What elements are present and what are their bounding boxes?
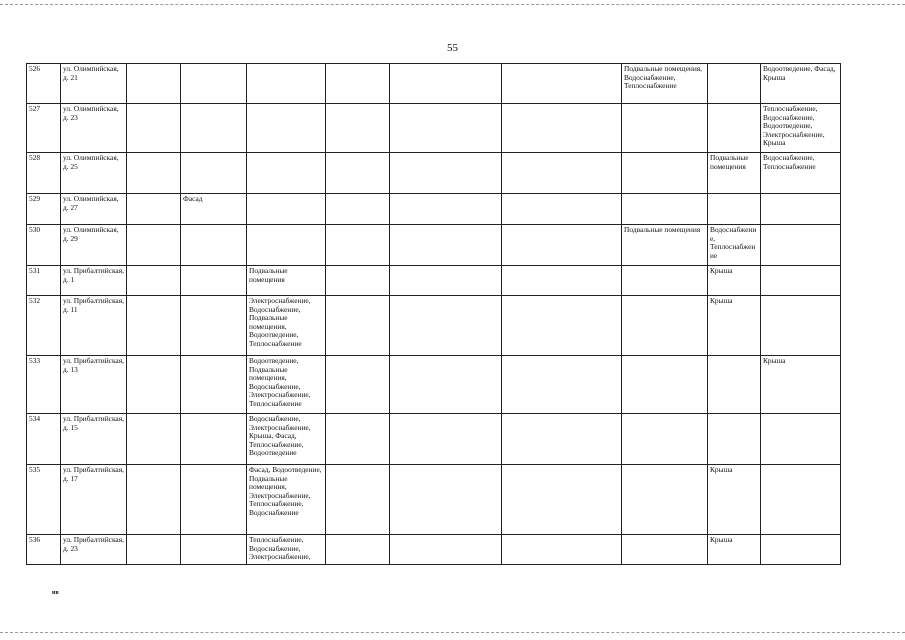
cell-col3 bbox=[247, 194, 326, 225]
cell-col4 bbox=[326, 153, 390, 194]
cell-col8 bbox=[708, 356, 761, 414]
scan-edge-bottom bbox=[0, 632, 905, 633]
row-number: 532 bbox=[27, 296, 61, 356]
cell-col3: Водоснабжение, Электроснабжение, Крыша, Фасад, Теплоснабжение, Водоотведение bbox=[247, 414, 326, 465]
address-cell: ул. Олимпийская, д. 23 bbox=[61, 104, 127, 153]
cell-col1 bbox=[127, 535, 181, 565]
cell-col9 bbox=[761, 296, 841, 356]
address-cell: ул. Прибалтийская, д. 1 bbox=[61, 266, 127, 296]
cell-col4 bbox=[326, 194, 390, 225]
cell-col8: Крыша bbox=[708, 465, 761, 535]
cell-col2 bbox=[181, 356, 247, 414]
cell-col4 bbox=[326, 465, 390, 535]
address-cell: ул. Прибалтийская, д. 15 bbox=[61, 414, 127, 465]
cell-col8 bbox=[708, 414, 761, 465]
scan-edge-top bbox=[0, 4, 905, 5]
page-number: 55 bbox=[447, 42, 458, 54]
cell-col6 bbox=[502, 535, 622, 565]
address-cell: ул. Прибалтийская, д. 23 bbox=[61, 535, 127, 565]
table-row bbox=[27, 266, 841, 296]
cell-col6 bbox=[502, 296, 622, 356]
address-cell: ул. Олимпийская, д. 27 bbox=[61, 194, 127, 225]
cell-col5 bbox=[390, 64, 502, 104]
row-number: 534 bbox=[27, 414, 61, 465]
cell-col2 bbox=[181, 465, 247, 535]
cell-col5 bbox=[390, 414, 502, 465]
cell-col4 bbox=[326, 104, 390, 153]
cell-col3: Теплоснабжение, Водоснабжение, Электроснабжение, bbox=[247, 535, 326, 565]
cell-col2 bbox=[181, 414, 247, 465]
cell-col4 bbox=[326, 225, 390, 266]
cell-col1 bbox=[127, 414, 181, 465]
cell-col9 bbox=[761, 225, 841, 266]
cell-col6 bbox=[502, 194, 622, 225]
cell-col2: Фасад bbox=[181, 194, 247, 225]
cell-col3 bbox=[247, 153, 326, 194]
cell-col1 bbox=[127, 266, 181, 296]
cell-col7 bbox=[622, 104, 708, 153]
cell-col6 bbox=[502, 266, 622, 296]
cell-col4 bbox=[326, 266, 390, 296]
cell-col6 bbox=[502, 225, 622, 266]
cell-col5 bbox=[390, 535, 502, 565]
cell-col8: Крыша bbox=[708, 535, 761, 565]
cell-col6 bbox=[502, 356, 622, 414]
cell-col8: Водоснабжение, Теплоснабжение bbox=[708, 225, 761, 266]
cell-col8 bbox=[708, 194, 761, 225]
cell-col2 bbox=[181, 64, 247, 104]
cell-col9 bbox=[761, 535, 841, 565]
cell-col2 bbox=[181, 296, 247, 356]
table-row bbox=[27, 64, 841, 104]
cell-col5 bbox=[390, 104, 502, 153]
cell-col2 bbox=[181, 153, 247, 194]
cell-col8: Подвальные помещения bbox=[708, 153, 761, 194]
row-number: 533 bbox=[27, 356, 61, 414]
table-row bbox=[27, 225, 841, 266]
row-number: 529 bbox=[27, 194, 61, 225]
row-number: 528 bbox=[27, 153, 61, 194]
cell-col9 bbox=[761, 266, 841, 296]
cell-col8: Крыша bbox=[708, 296, 761, 356]
address-cell: ул. Олимпийская, д. 25 bbox=[61, 153, 127, 194]
address-cell: ул. Олимпийская, д. 29 bbox=[61, 225, 127, 266]
cell-col8 bbox=[708, 64, 761, 104]
row-number: 526 bbox=[27, 64, 61, 104]
table-row bbox=[27, 414, 841, 465]
cell-col1 bbox=[127, 64, 181, 104]
cell-col5 bbox=[390, 225, 502, 266]
cell-col9: Водоснабжение, Теплоснабжение bbox=[761, 153, 841, 194]
table-row bbox=[27, 153, 841, 194]
cell-col4 bbox=[326, 535, 390, 565]
cell-col5 bbox=[390, 465, 502, 535]
cell-col3 bbox=[247, 64, 326, 104]
cell-col6 bbox=[502, 414, 622, 465]
cell-col9 bbox=[761, 465, 841, 535]
address-cell: ул. Прибалтийская, д. 11 bbox=[61, 296, 127, 356]
table-row bbox=[27, 465, 841, 535]
row-number: 531 bbox=[27, 266, 61, 296]
cell-col1 bbox=[127, 465, 181, 535]
row-number: 536 bbox=[27, 535, 61, 565]
cell-col2 bbox=[181, 104, 247, 153]
cell-col3: Фасад, Водоотведение, Подвальные помещения, Электроснабжение, Теплоснабжение, Водоснабжение bbox=[247, 465, 326, 535]
cell-col4 bbox=[326, 64, 390, 104]
cell-col5 bbox=[390, 356, 502, 414]
cell-col3 bbox=[247, 225, 326, 266]
cell-col9: Водоотведение, Фасад, Крыша bbox=[761, 64, 841, 104]
cell-col9: Теплоснабжение, Водоснабжение, Водоотведение, Электроснабжение, Крыша bbox=[761, 104, 841, 153]
cell-col8 bbox=[708, 104, 761, 153]
cell-col3 bbox=[247, 104, 326, 153]
cell-col1 bbox=[127, 296, 181, 356]
cell-col1 bbox=[127, 104, 181, 153]
address-cell: ул. Прибалтийская, д. 13 bbox=[61, 356, 127, 414]
table-row bbox=[27, 356, 841, 414]
cell-col6 bbox=[502, 465, 622, 535]
table-row bbox=[27, 296, 841, 356]
cell-col7 bbox=[622, 356, 708, 414]
cell-col9 bbox=[761, 414, 841, 465]
table-row bbox=[27, 104, 841, 153]
cell-col7 bbox=[622, 414, 708, 465]
cell-col7: Подвальные помещения, Водоснабжение, Теплоснабжение bbox=[622, 64, 708, 104]
address-cell: ул. Прибалтийская, д. 17 bbox=[61, 465, 127, 535]
cell-col4 bbox=[326, 296, 390, 356]
row-number: 530 bbox=[27, 225, 61, 266]
cell-col1 bbox=[127, 225, 181, 266]
cell-col1 bbox=[127, 194, 181, 225]
cell-col7 bbox=[622, 465, 708, 535]
cell-col6 bbox=[502, 64, 622, 104]
cell-col7: Подвальные помещения bbox=[622, 225, 708, 266]
footer-mark: нв bbox=[52, 590, 59, 596]
cell-col9 bbox=[761, 194, 841, 225]
cell-col6 bbox=[502, 153, 622, 194]
table-row bbox=[27, 535, 841, 565]
cell-col3: Водоотведение, Подвальные помещения, Водоснабжение, Электроснабжение, Теплоснабжение bbox=[247, 356, 326, 414]
cell-col7 bbox=[622, 296, 708, 356]
cell-col8: Крыша bbox=[708, 266, 761, 296]
cell-col6 bbox=[502, 104, 622, 153]
cell-col5 bbox=[390, 153, 502, 194]
cell-col2 bbox=[181, 225, 247, 266]
cell-col2 bbox=[181, 535, 247, 565]
address-cell: ул. Олимпийская, д. 21 bbox=[61, 64, 127, 104]
cell-col5 bbox=[390, 266, 502, 296]
cell-col1 bbox=[127, 356, 181, 414]
cell-col7 bbox=[622, 266, 708, 296]
row-number: 535 bbox=[27, 465, 61, 535]
cell-col3: Электроснабжение, Водоснабжение, Подвальные помещения, Водоотведение, Теплоснабжение bbox=[247, 296, 326, 356]
cell-col1 bbox=[127, 153, 181, 194]
cell-col7 bbox=[622, 194, 708, 225]
cell-col4 bbox=[326, 414, 390, 465]
cell-col5 bbox=[390, 194, 502, 225]
cell-col9: Крыша bbox=[761, 356, 841, 414]
registry-table bbox=[26, 63, 841, 565]
cell-col4 bbox=[326, 356, 390, 414]
cell-col7 bbox=[622, 153, 708, 194]
cell-col3: Подвальные помещения bbox=[247, 266, 326, 296]
cell-col5 bbox=[390, 296, 502, 356]
table-row bbox=[27, 194, 841, 225]
row-number: 527 bbox=[27, 104, 61, 153]
cell-col2 bbox=[181, 266, 247, 296]
cell-col7 bbox=[622, 535, 708, 565]
